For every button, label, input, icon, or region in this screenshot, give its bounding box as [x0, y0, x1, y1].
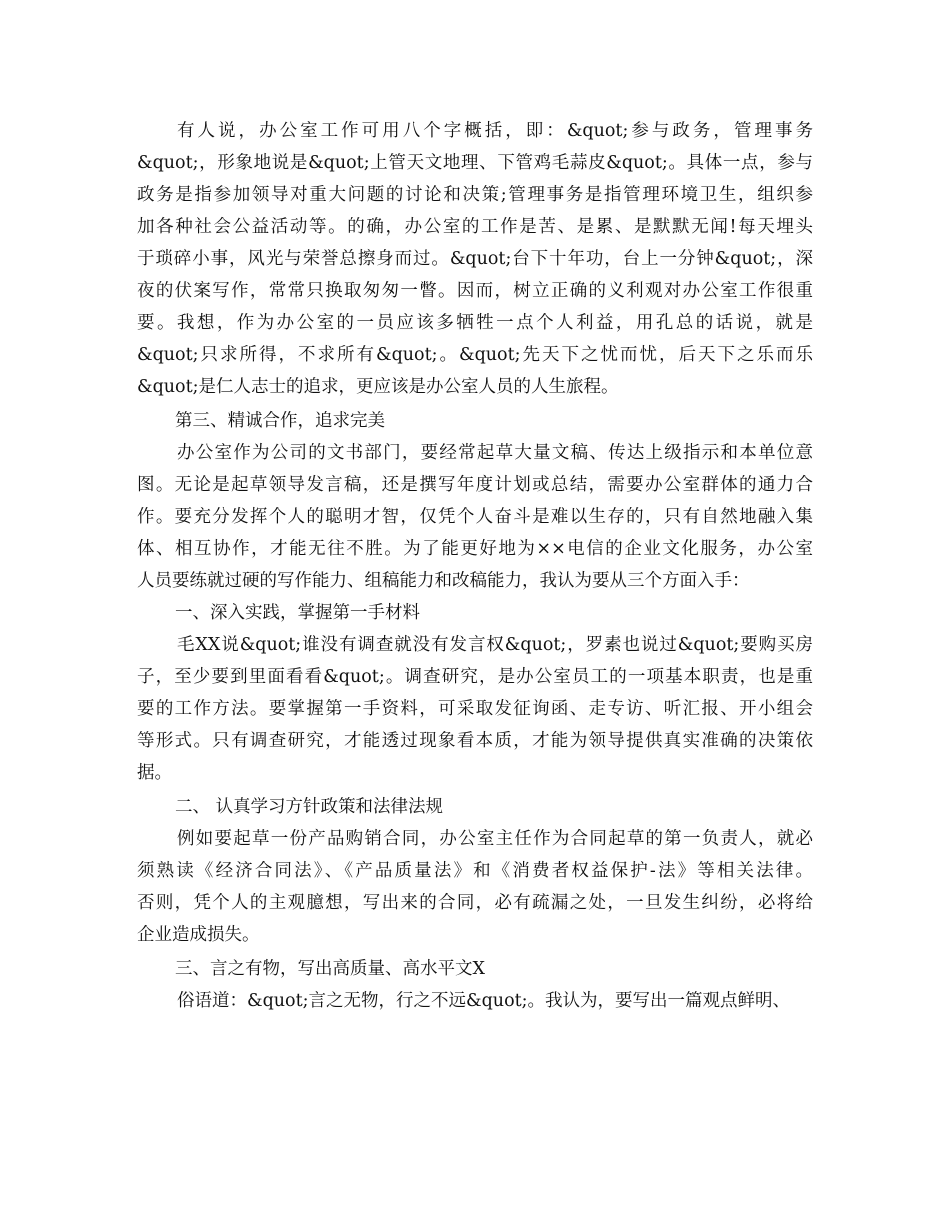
section-heading: 一、深入实践，掌握第一手材料	[175, 603, 420, 623]
section-heading: 二、 认真学习方针政策和法律法规	[175, 797, 444, 817]
paragraph-line: 办公室作为公司的文书部门，要经常起草大量文稿、传达上级指示和本单位意	[177, 443, 813, 463]
paragraph-line: 子，至少要到里面看看&quot;。调查研究，是办公室员工的一项基本职责，也是重	[137, 667, 813, 687]
paragraph-line: 人员要练就过硬的写作能力、组稿能力和改稿能力，我认为要从三个方面入手：	[137, 571, 750, 591]
paragraph-line: 要。我想，作为办公室的一员应该多牺牲一点个人利益，用孔总的话说，就是	[137, 313, 813, 333]
paragraph-line: 等形式。只有调查研究，才能透过现象看本质，才能为领导提供真实准确的决策依	[137, 731, 813, 751]
paragraph-line: 加各种社会公益活动等。的确，办公室的工作是苦、是累、是默默无闻!每天埋头	[137, 217, 813, 237]
paragraph-line: 体、相互协作，才能无往不胜。为了能更好地为××电信的企业文化服务，办公室	[137, 539, 813, 559]
section-heading: 第三、精诚合作，追求完美	[175, 411, 385, 431]
paragraph-line: 须熟读《经济合同法》、《产品质量法》和《消费者权益保护-法》等相关法律。	[137, 861, 813, 881]
paragraph-line: 据。	[137, 763, 172, 783]
paragraph-line: 要的工作方法。要掌握第一手资料，可采取发征询函、走专访、听汇报、开小组会	[137, 699, 813, 719]
section-heading: 三、言之有物，写出高质量、高水平文X	[175, 959, 485, 979]
paragraph-line: 毛XX说&quot;谁没有调查就没有发言权&quot;，罗素也说过&quot;要购买房	[177, 635, 813, 655]
paragraph-line: &quot;是仁人志士的追求，更应该是办公室人员的人生旅程。	[137, 377, 619, 397]
paragraph-line: 夜的伏案写作，常常只换取匆匆一瞥。因而，树立正确的义利观对办公室工作很重	[137, 281, 813, 301]
paragraph-line: &quot;只求所得，不求所有&quot;。&quot;先天下之忧而忧，后天下之乐而乐	[137, 345, 813, 365]
paragraph-line: 企业造成损失。	[137, 925, 260, 945]
paragraph-line: 作。要充分发挥个人的聪明才智，仅凭个人奋斗是难以生存的，只有自然地融入集	[137, 507, 813, 527]
paragraph-line: 有人说，办公室工作可用八个字概括，即：&quot;参与政务，管理事务	[177, 121, 813, 141]
paragraph-line: &quot;，形象地说是&quot;上管天文地理、下管鸡毛蒜皮&quot;。具体一点，参与	[137, 153, 813, 173]
paragraph-line: 政务是指参加领导对重大问题的讨论和决策;管理事务是指管理环境卫生，组织参	[137, 185, 813, 205]
paragraph-line: 例如要起草一份产品购销合同，办公室主任作为合同起草的第一负责人，就必	[177, 829, 813, 849]
paragraph-line: 图。无论是起草领导发言稿，还是撰写年度计划或总结，需要办公室群体的通力合	[137, 475, 813, 495]
paragraph-line: 俗语道：&quot;言之无物，行之不远&quot;。我认为，要写出一篇观点鲜明、	[177, 991, 791, 1011]
paragraph-line: 否则，凭个人的主观臆想，写出来的合同，必有疏漏之处，一旦发生纠纷，必将给	[137, 893, 813, 913]
paragraph-line: 于琐碎小事，风光与荣誉总擦身而过。&quot;台下十年功，台上一分钟&quot;，深	[137, 249, 813, 269]
